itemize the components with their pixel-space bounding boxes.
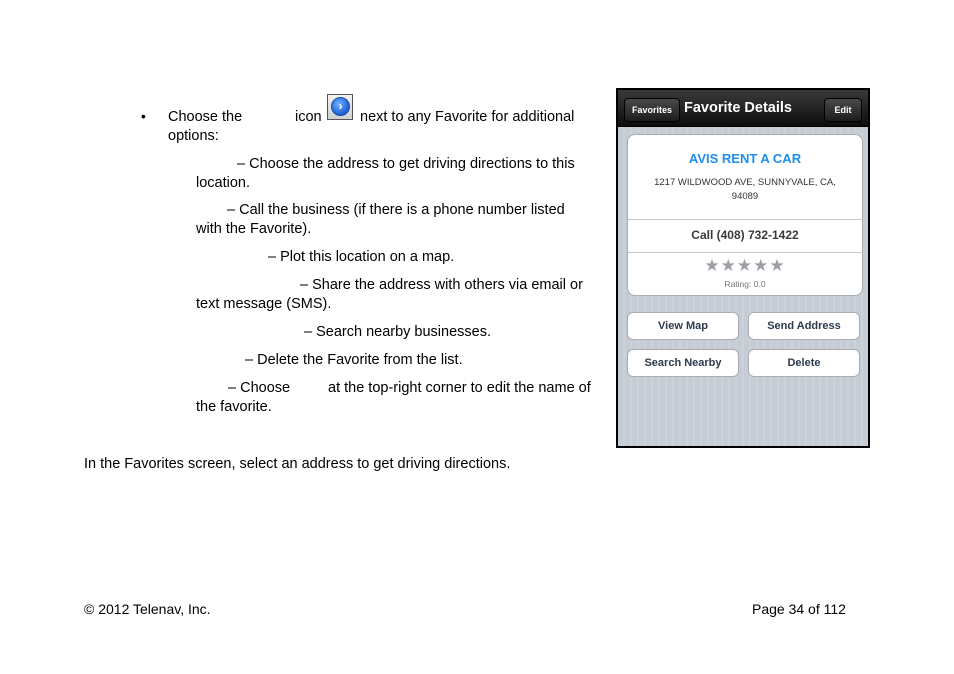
bullet-marker: •	[141, 108, 146, 124]
option-send-address-text: – Share the address with others via email or	[300, 277, 583, 293]
option-directions-text: – Choose the address to get driving directions to this	[237, 156, 575, 172]
bullet-continuation: options:	[168, 128, 219, 144]
option-send-address-text-cont: text message (SMS).	[196, 296, 332, 312]
star-rating-icon: ★★★★★	[704, 256, 786, 275]
bullet-prefix: Choose the	[168, 109, 243, 125]
option-edit-text-cont: the favorite.	[196, 399, 272, 415]
bullet-icon-word: icon	[295, 109, 322, 125]
option-call-text: – Call the business (if there is a phone number listed	[227, 202, 565, 218]
business-name[interactable]: AVIS RENT A CAR	[688, 151, 802, 166]
search-nearby-button[interactable]: Search Nearby	[627, 349, 739, 377]
option-view-map-text: – Plot this location on a map.	[268, 249, 455, 265]
phone-screenshot	[616, 88, 870, 448]
option-call-text-cont: with the Favorite).	[196, 221, 312, 237]
option-directions-text-cont: location.	[196, 175, 251, 191]
call-button[interactable]: Call (408) 732-1422	[691, 228, 799, 242]
option-edit-text-rest: at the top-right corner to edit the name of	[328, 380, 591, 396]
instruction-text: In the Favorites screen, select an address to get driving directions.	[84, 456, 511, 472]
blue-info-arrow-icon: ›	[327, 94, 353, 121]
option-search-nearby-text: – Search nearby businesses.	[304, 324, 491, 340]
bullet-suffix: next to any Favorite for additional	[360, 109, 575, 125]
divider	[628, 219, 862, 220]
rating-text: Rating: 0.0	[724, 279, 766, 289]
divider	[628, 252, 862, 253]
view-map-button[interactable]: View Map	[627, 312, 739, 340]
option-edit-text: – Choose	[228, 380, 291, 396]
footer-copyright: © 2012 Telenav, Inc.	[84, 601, 211, 617]
edit-button[interactable]: Edit	[824, 98, 862, 122]
option-delete-text: – Delete the Favorite from the list.	[245, 352, 463, 368]
address-line-1: 1217 WILDWOOD AVE, SUNNYVALE, CA,	[654, 177, 836, 188]
business-address[interactable]	[638, 176, 852, 204]
nav-bar	[618, 90, 868, 127]
delete-button[interactable]: Delete	[748, 349, 860, 377]
footer-page-number: Page 34 of 112	[752, 601, 846, 617]
nav-title: Favorite Details	[684, 100, 792, 116]
address-line-2: 94089	[731, 191, 759, 202]
favorites-back-button[interactable]: Favorites	[624, 98, 680, 122]
favorite-detail-card	[627, 134, 863, 296]
send-address-button[interactable]: Send Address	[748, 312, 860, 340]
